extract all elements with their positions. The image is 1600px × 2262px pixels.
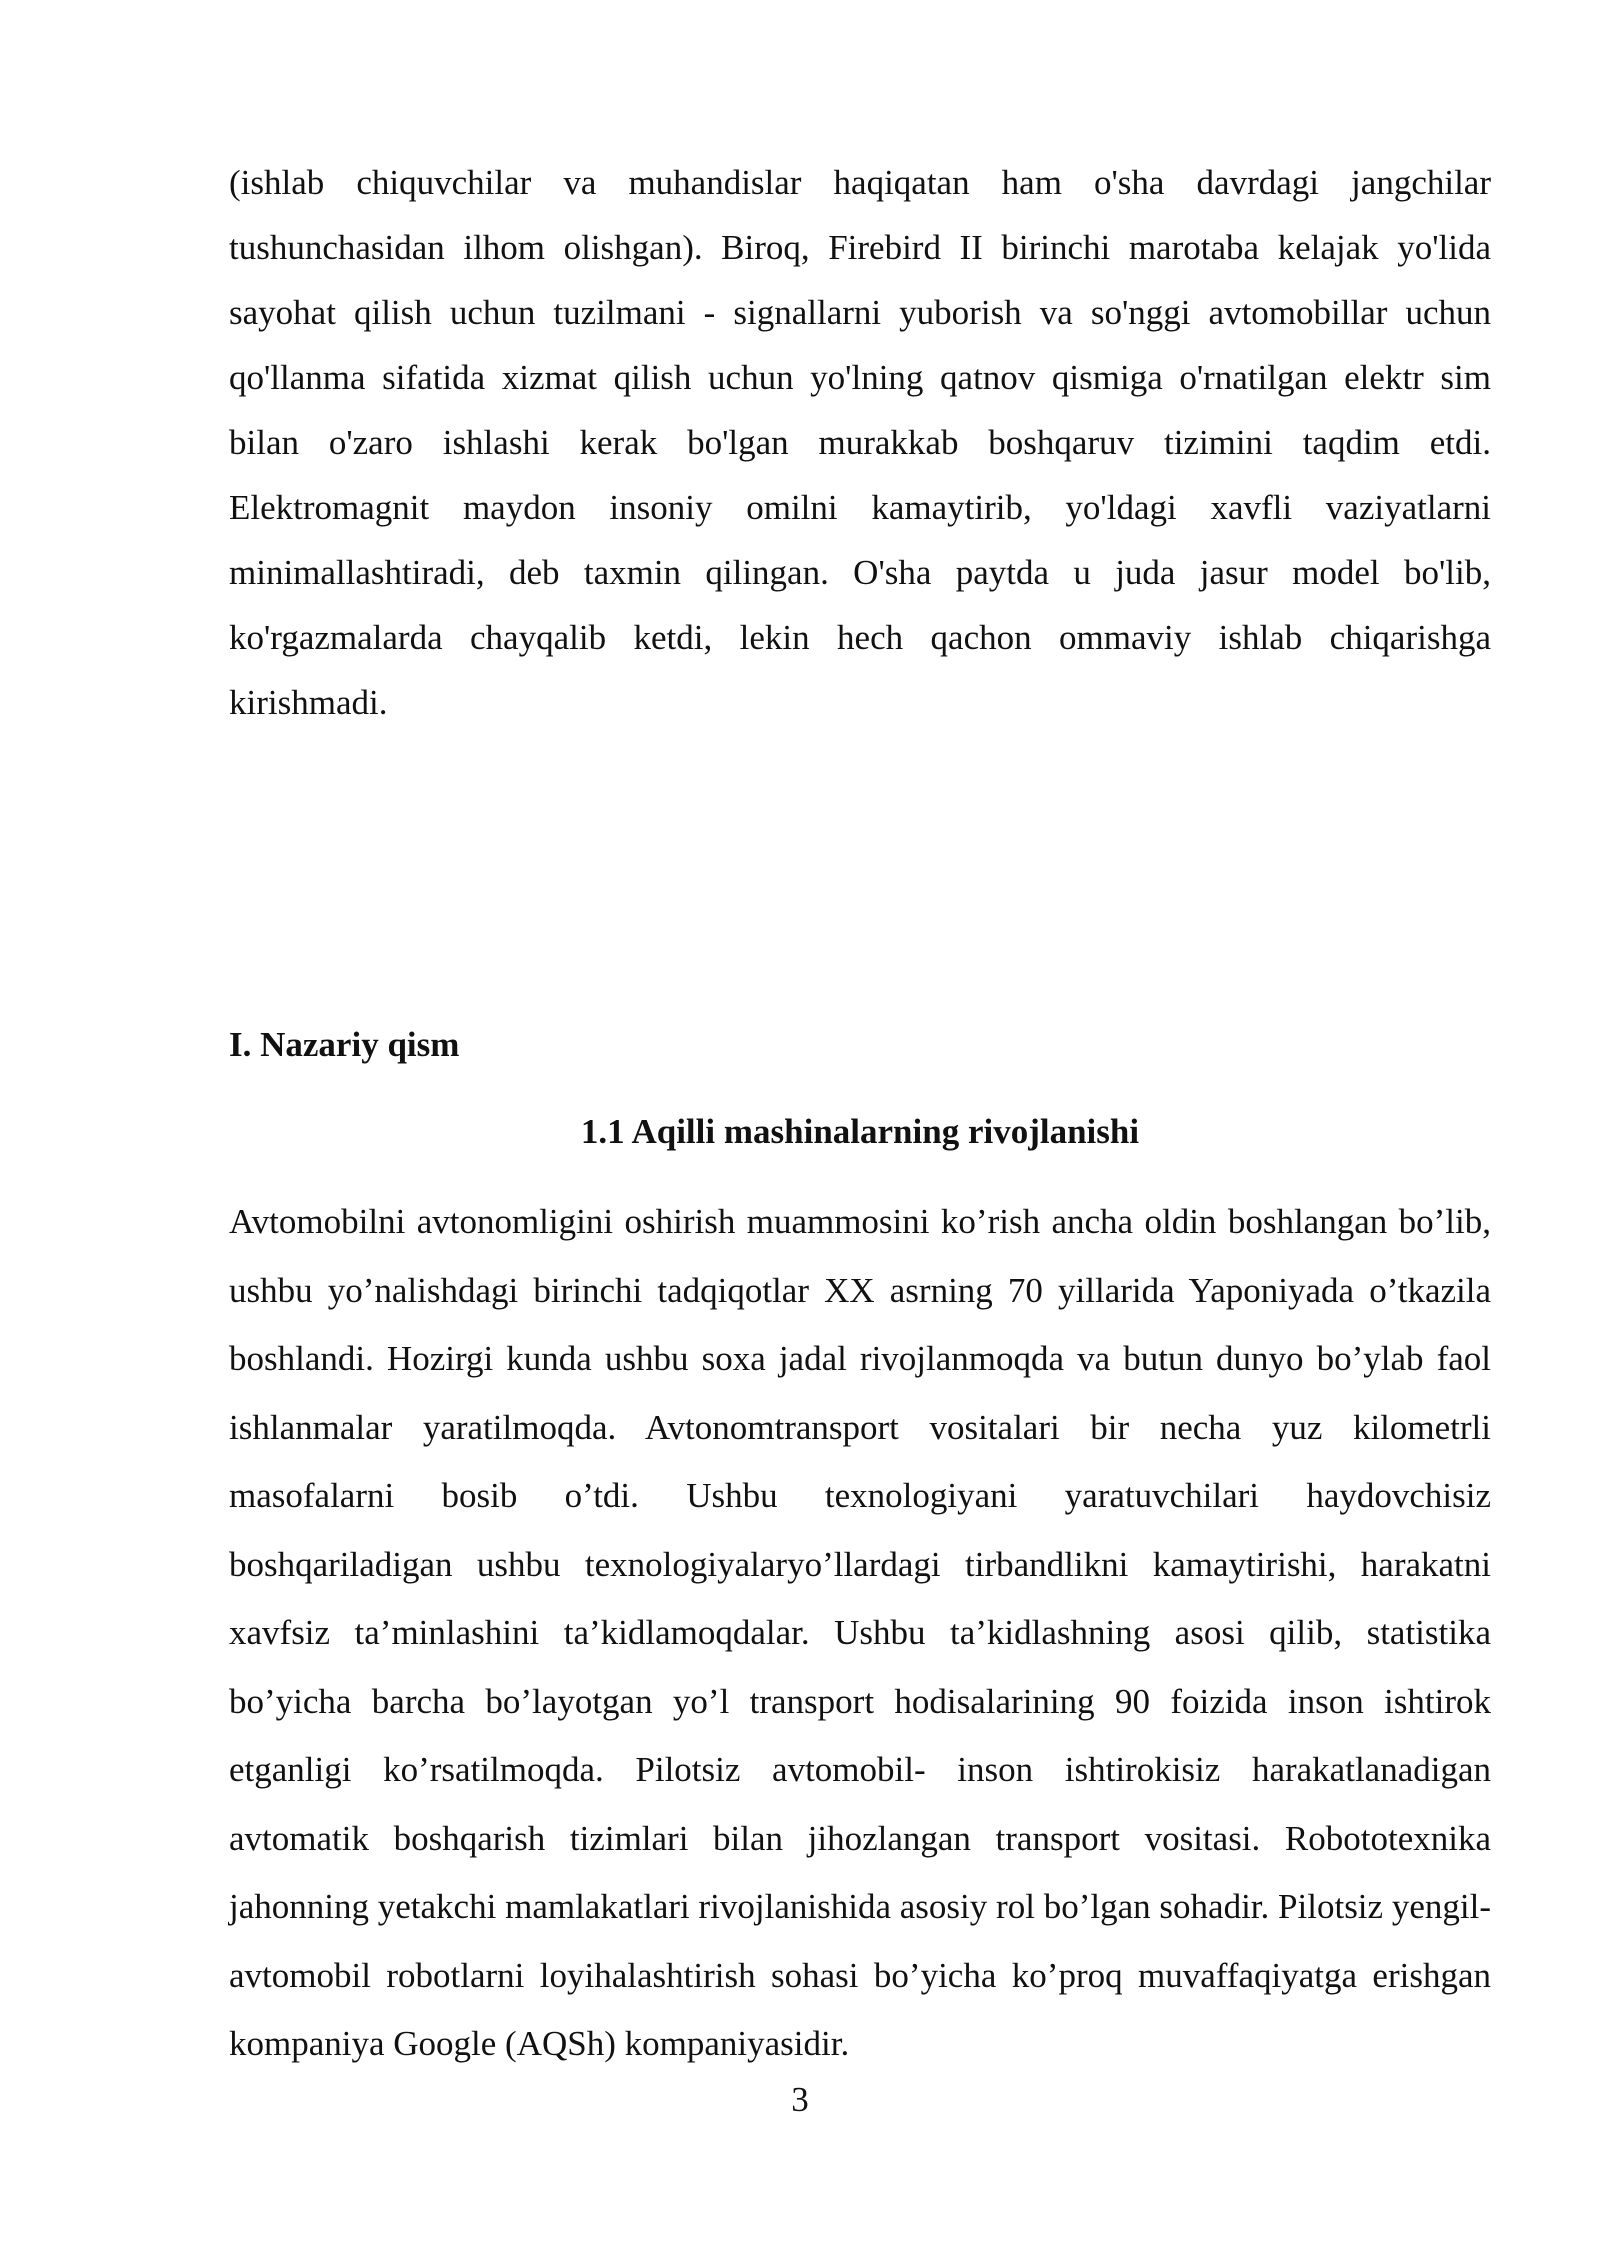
subsection-heading: 1.1 Aqilli mashinalarning rivojlanishi (580, 1112, 1140, 1151)
body-paragraph-main: Avtomobilni avtonomligini oshirish muammosini ko’rish ancha oldin boshlangan bo’lib, ushbu yo’nalishdagi birinchi tadqiqotlar XX asrning 70 yillarida Yaponiyada o’tkazila boshlandi. Hozirgi kunda ushbu soxa jadal rivojlanmoqda va butun dunyo bo’ylab faol ishlanmalar yaratilmoqda. Avtonomtransport vositalari bir necha yuz kilometrli masofalarni bosib o’tdi. Ushbu texnologiyani yaratuvchilari haydovchisiz boshqariladigan ushbu texnologiyalaryo’llardagi tirbandlikni kamaytirishi, harakatni xavfsiz ta’minlashini ta’kidlamoqdalar. Ushbu ta’kidlashning asosi qilib, statistika bo’yicha barcha bo’layotgan yo’l transport hodisalarining 90 foizida inson ishtirok etganligi ko’rsatilmoqda. Pilotsiz avtomobil- inson ishtirokisiz harakatlanadigan avtomatik boshqarish tizimlari bilan jihozlangan transport vositasi. Robototexnika jahonning yetakchi mamlakatlari rivojlanishida asosiy rol bo’lgan sohadir. Pilotsiz yengil-avtomobil robotlarni loyihalashtirish sohasi bo’yicha ko’proq muvaffaqiyatga erishgan kompaniya Google (AQSh) kompaniyasidir. (229, 1202, 1491, 2063)
body-paragraph-intro: (ishlab chiquvchilar va muhandislar haqiqatan ham o'sha davrdagi jangchilar tushunchasidan ilhom olishgan). Biroq, Firebird II birinchi marotaba kelajak yo'lida sayohat qilish uchun tuzilmani - signallarni yuborish va so'nggi avtomobillar uchun qo'llanma sifatida xizmat qilish uchun yo'lning qatnov qismiga o'rnatilgan elektr sim bilan o'zaro ishlashi kerak bo'lgan murakkab boshqaruv tizimini taqdim etdi. Elektromagnit maydon insoniy omilni kamaytirib, yo'ldagi xavfli vaziyatlarni minimallashtiradi, deb taxmin qilingan. O'sha paytda u juda jasur model bo'lib, ko'rgazmalarda chayqalib ketdi, lekin hech qachon ommaviy ishlab chiqarishga kirishmadi. (229, 163, 1491, 722)
section-heading: I. Nazariy qism (229, 1025, 460, 1064)
page-number: 3 (791, 2080, 809, 2119)
